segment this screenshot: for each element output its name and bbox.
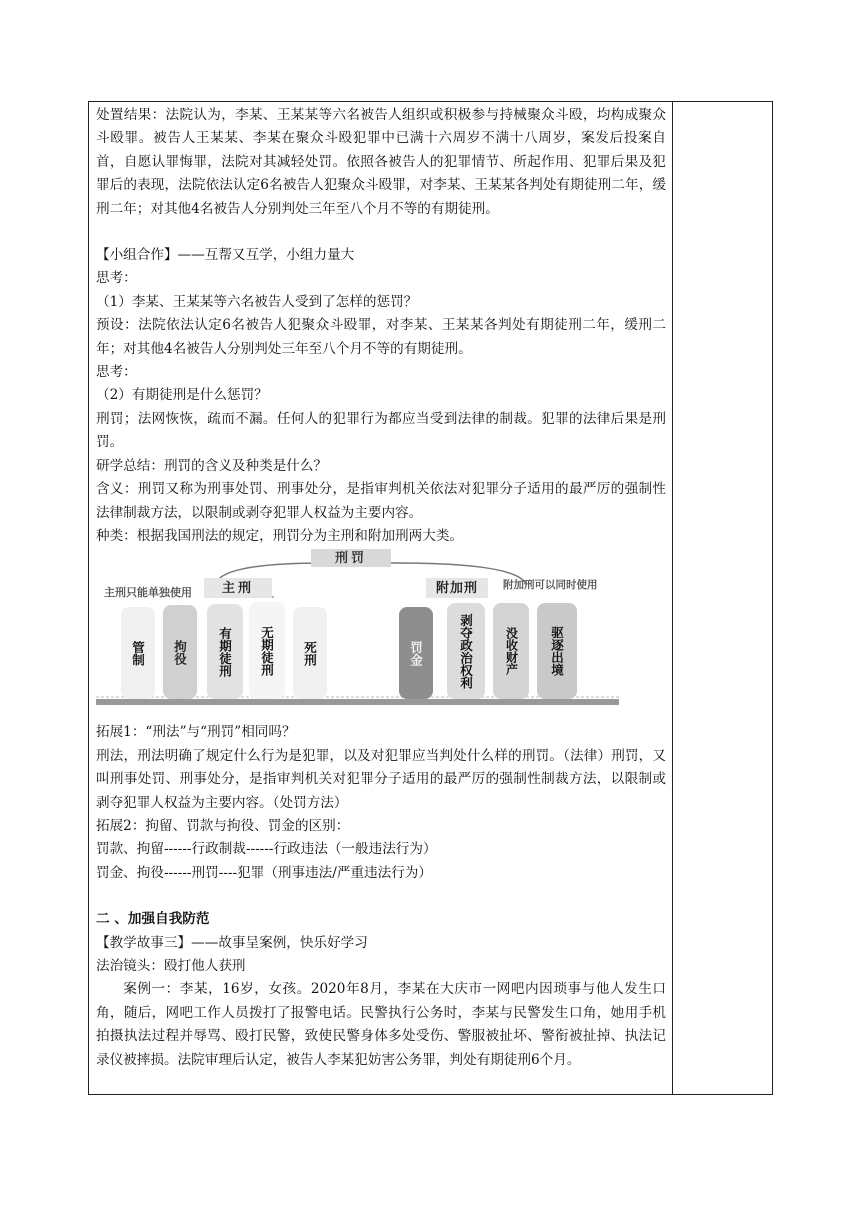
extension-2-line-2: 罚金、拘役------刑罚----犯罪（刑事违法/严重违法行为） — [96, 864, 432, 881]
question-1: （1）李某、王某某等六名被告人受到了怎样的惩罚？ — [96, 293, 418, 310]
extension-2-title: 拓展2：拘留、罚款与拘役、罚金的区别： — [96, 817, 350, 834]
lesson-content — [96, 104, 666, 1072]
extension-1-answer: 刑法，刑法明确了规定什么行为是犯罪，以及对犯罪应当判处什么样的刑罚。（法律）刑罚，又叫刑事处罚、刑事处分，是指审判机关对犯罪分子适用的最严厉的强制性制裁方法，以限制或剥夺犯罪人权益为主要内容。（处罚方法） — [96, 747, 666, 811]
penalty-confiscation: 没收财产 — [493, 603, 529, 699]
lens-heading: 法治镜头：殴打他人获刑 — [96, 957, 246, 974]
answer-1: 预设：法院依法认定6名被告人犯聚众斗殴罪，对李某、王某某各判处有期徒刑二年，缓刑二年；对其他4名被告人分别判处三年至八个月不等的有期徒刑。 — [96, 317, 666, 357]
think-label: 思考： — [96, 364, 137, 381]
answer-2: 刑罚；法网恢恢，疏而不漏。任何人的犯罪行为都应当受到法律的制裁。犯罪的法律后果是刑罚。 — [96, 410, 666, 451]
penalty-deprivation: 剥夺政治权利 — [447, 603, 485, 699]
additional-penalty-label: 附加刑 — [426, 578, 488, 598]
case-paragraph: 案例一：李某，16岁，女孩。2020年8月，李某在大庆市一网吧内因琐事与他人发生口角，随后，网吧工作人员拨打了报警电话。民警执行公务时，李某与民警发生口角，她用手机拍摄执法过程并辱骂、殴打民警，致使民警身体多处受伤、警服被扯坏、警衔被扯掉、执法记录仪被摔损。法院审理后认定，被告人李某犯妨害公务罪，判处有期徒刑6个月。 — [96, 981, 666, 1068]
section-heading: 二 、加强自我防范 — [96, 911, 210, 928]
penalty-control: 管制 — [121, 607, 155, 699]
main-penalty-note: 主刑只能单独使用 — [104, 586, 192, 600]
penalty-death: 死刑 — [293, 607, 327, 699]
punishment-diagram — [96, 549, 622, 719]
diagram-top-label: 刑罚 — [311, 549, 391, 567]
main-penalty-label: 主刑 — [204, 578, 272, 598]
extension-2-line-1: 罚款、拘留------行政制裁------行政违法（一般违法行为） — [96, 841, 437, 858]
types-paragraph: 种类：根据我国刑法的规定，刑罚分为主刑和附加刑两大类。 — [96, 527, 464, 544]
verdict-paragraph: 处置结果：法院认为，李某、王某某等六名被告人组织或积极参与持械聚众斗殴，均构成聚众斗殴罪。被告人王某某、李某在聚众斗殴犯罪中已满十六周岁不满十八周岁，案发后投案自首，自愿认罪悔罪，法院对其减轻处罚。依照各被告人的犯罪情节、所起作用、犯罪后果及犯罪后的表现，法院依法认定6名被告人犯聚众斗殴罪，对李某、王某某各判处有期徒刑二年，缓刑二年；对其他4名被告人分别判处三年至八个月不等的有期徒刑。 — [96, 107, 666, 217]
penalty-fine: 罚金 — [399, 607, 433, 699]
table-column-divider — [672, 101, 673, 1095]
penalty-fixed-term: 有期徒刑 — [207, 604, 243, 699]
penalty-life: 无期徒刑 — [249, 602, 285, 699]
think-label: 思考： — [96, 270, 137, 287]
penalty-deportation: 驱逐出境 — [537, 603, 577, 699]
definition-paragraph: 含义：刑罚又称为刑事处罚、刑事处分，是指审判机关依法对犯罪分子适用的最严厉的强制性法律制裁方法，以限制或剥夺犯罪人权益为主要内容。 — [96, 481, 666, 521]
group-heading: 【小组合作】——互帮又互学，小组力量大 — [96, 247, 355, 264]
penalty-detention: 拘役 — [163, 605, 197, 699]
question-2: （2）有期徒刑是什么惩罚？ — [96, 387, 268, 404]
additional-penalty-note: 附加刑可以同时使用 — [503, 579, 598, 592]
story-heading: 【教学故事三】——故事呈案例，快乐好学习 — [96, 934, 368, 951]
summary-question: 研学总结：刑罚的含义及种类是什么？ — [96, 457, 328, 474]
extension-1-title: 拓展1：“刑法”与“刑罚”相同吗？ — [96, 724, 296, 741]
